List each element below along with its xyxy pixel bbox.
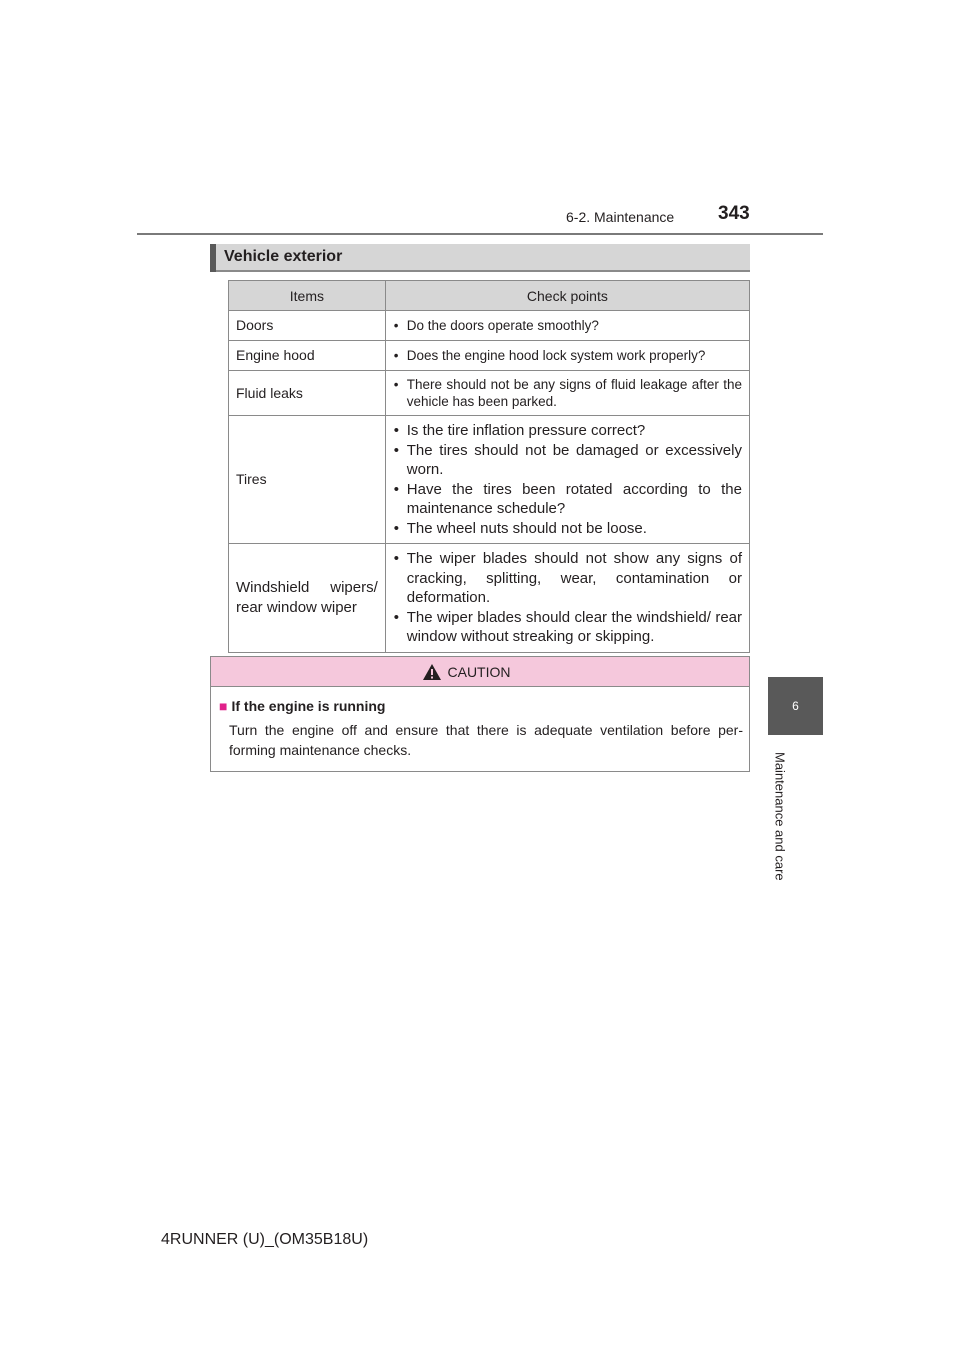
check-point: • The wheel nuts should not be loose.	[393, 519, 742, 539]
footer-model-code: 4RUNNER (U)_(OM35B18U)	[161, 1231, 369, 1248]
caution-header	[211, 657, 749, 687]
check-point: • Is the tire inflation pressure correct?	[393, 421, 742, 441]
caution-body: Turn the engine off and ensure that there is adequate ventilation before per-forming maintenance checks.	[229, 722, 743, 758]
check-point: • There should not be any signs of fluid leakage after the vehicle has been parked.	[393, 376, 742, 410]
table-row	[229, 311, 750, 341]
check-point: • Do the doors operate smoothly?	[393, 317, 742, 334]
row-check-points	[385, 416, 749, 544]
row-check-points	[385, 311, 749, 341]
table-row	[229, 371, 750, 416]
table-row	[229, 416, 750, 544]
row-item-label: Engine hood	[229, 341, 386, 371]
row-check-points	[385, 544, 749, 653]
row-check-points	[385, 341, 749, 371]
section-title: Vehicle exterior	[224, 248, 343, 265]
caution-box	[210, 656, 750, 772]
chapter-tab: 6	[768, 677, 823, 735]
check-point: • The wiper blades should clear the windshield/ rear window without streaking or skipping.	[393, 608, 742, 647]
header-rule	[137, 233, 823, 235]
square-bullet-icon: ■	[219, 698, 228, 714]
section-heading-bar	[210, 244, 750, 272]
caution-title-text: If the engine is running	[231, 698, 386, 714]
section-accent	[210, 244, 216, 272]
row-item-label: Fluid leaks	[229, 371, 386, 416]
check-table	[228, 280, 750, 653]
table-row	[229, 544, 750, 653]
check-point: • The wiper blades should not show any signs of cracking, splitting, wear, contamination or deformation.	[393, 549, 742, 608]
warning-triangle-icon	[422, 663, 442, 681]
row-item-label: Doors	[229, 311, 386, 341]
header-section: 6-2. Maintenance	[566, 209, 675, 225]
caution-label: CAUTION	[447, 663, 511, 680]
row-item-label: Windshield wipers/ rear window wiper	[229, 544, 386, 653]
table-header-row	[229, 281, 750, 311]
chapter-title: Maintenance and care	[772, 751, 788, 881]
page-number: 343	[718, 203, 750, 224]
caution-title	[219, 698, 385, 714]
check-point: • Does the engine hood lock system work properly?	[393, 347, 742, 364]
row-item-label: Tires	[229, 416, 386, 544]
check-point: • Have the tires been rotated according to the maintenance schedule?	[393, 480, 742, 519]
chapter-side-label	[768, 745, 792, 887]
column-header-check-points: Check points	[385, 281, 749, 311]
table-row	[229, 341, 750, 371]
column-header-items: Items	[229, 281, 386, 311]
check-point: • The tires should not be damaged or excessively worn.	[393, 441, 742, 480]
row-check-points	[385, 371, 749, 416]
